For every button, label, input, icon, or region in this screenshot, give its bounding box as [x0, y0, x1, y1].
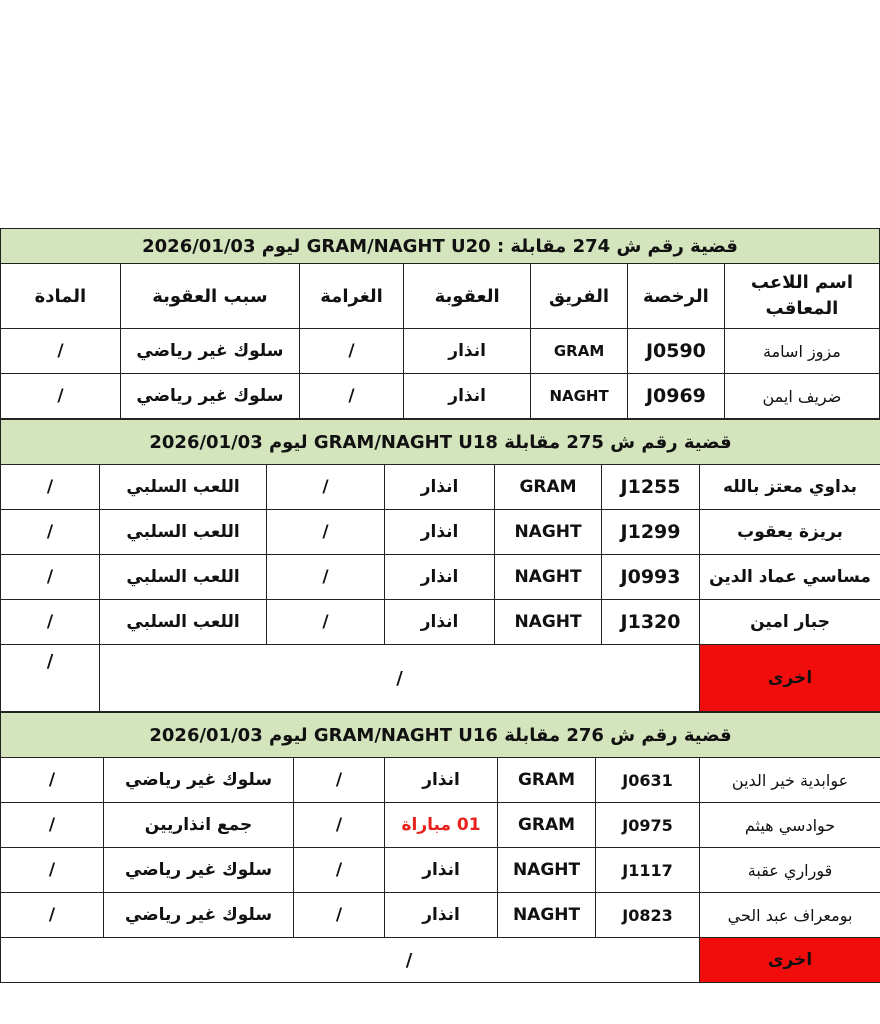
reason: سلوك غير رياضي [104, 848, 294, 893]
article: / [1, 329, 121, 374]
fine: / [299, 374, 403, 419]
fine: / [294, 803, 385, 848]
team: NAGHT [531, 374, 628, 419]
article: / [1, 848, 104, 893]
case-title-row [1, 713, 880, 758]
reason: سلوك غير رياضي [104, 758, 294, 803]
penalty: انذار [385, 465, 495, 510]
team: NAGHT [498, 848, 596, 893]
license: J0590 [628, 329, 725, 374]
reason: سلوك غير رياضي [120, 329, 299, 374]
header-article: المادة [1, 264, 121, 329]
other-label: اخرى [700, 645, 880, 712]
reason: اللعب السلبي [100, 465, 267, 510]
header-player: اسم اللاعب المعاقب [724, 264, 879, 329]
article: / [1, 510, 100, 555]
article: / [1, 555, 100, 600]
penalty: انذار [385, 848, 498, 893]
header-reason: سبب العقوبة [120, 264, 299, 329]
case-title: قضية رقم ش 274 مقابلة : GRAM/NAGHT U20 ليوم 2026/01/03 [1, 229, 880, 264]
penalty: انذار [404, 329, 531, 374]
reason: اللعب السلبي [100, 555, 267, 600]
player-name: بريزة يعقوب [700, 510, 880, 555]
fine: / [267, 510, 385, 555]
player-name: بومعراف عبد الحي [700, 893, 880, 938]
penalty: انذار [385, 893, 498, 938]
license: J1299 [602, 510, 700, 555]
table-row [1, 510, 880, 555]
team: GRAM [531, 329, 628, 374]
other-value: / [1, 938, 700, 983]
other-row [1, 938, 880, 983]
article: / [1, 803, 104, 848]
penalty: انذار [385, 510, 495, 555]
table-row [1, 555, 880, 600]
license: J1117 [596, 848, 700, 893]
article: / [1, 465, 100, 510]
other-row [1, 645, 880, 712]
fine: / [294, 848, 385, 893]
table-row [1, 848, 880, 893]
player-name: مساسي عماد الدين [700, 555, 880, 600]
case-title: قضية رقم ش 275 مقابلة GRAM/NAGHT U18 ليوم 2026/01/03 [1, 420, 880, 465]
license: J1255 [602, 465, 700, 510]
sanctions-sheet [0, 228, 880, 983]
article: / [1, 374, 121, 419]
penalty: انذار [385, 758, 498, 803]
table-row [1, 329, 880, 374]
header-license: الرخصة [628, 264, 725, 329]
header-team: الفريق [531, 264, 628, 329]
penalty: انذار [404, 374, 531, 419]
case-title: قضية رقم ش 276 مقابلة GRAM/NAGHT U16 ليوم 2026/01/03 [1, 713, 880, 758]
header-penalty: العقوبة [404, 264, 531, 329]
team: GRAM [498, 758, 596, 803]
reason: اللعب السلبي [100, 600, 267, 645]
fine: / [294, 758, 385, 803]
article: / [1, 758, 104, 803]
license: J0631 [596, 758, 700, 803]
fine: / [267, 555, 385, 600]
team: NAGHT [495, 510, 602, 555]
team: NAGHT [495, 600, 602, 645]
team: GRAM [495, 465, 602, 510]
header-fine: الغرامة [299, 264, 403, 329]
table-row [1, 758, 880, 803]
player-name: مزوز اسامة [724, 329, 879, 374]
header-row [1, 264, 880, 329]
case-276-table [0, 712, 880, 983]
team: NAGHT [495, 555, 602, 600]
player-name: عوابدية خير الدين [700, 758, 880, 803]
reason: سلوك غير رياضي [120, 374, 299, 419]
team: NAGHT [498, 893, 596, 938]
license: J0975 [596, 803, 700, 848]
other-label: اخرى [700, 938, 880, 983]
license: J0969 [628, 374, 725, 419]
reason: جمع انذاريين [104, 803, 294, 848]
fine: / [294, 893, 385, 938]
penalty: انذار [385, 600, 495, 645]
license: J0823 [596, 893, 700, 938]
table-row [1, 465, 880, 510]
case-274-table [0, 228, 880, 419]
article: / [1, 600, 100, 645]
reason: اللعب السلبي [100, 510, 267, 555]
table-row [1, 600, 880, 645]
reason: سلوك غير رياضي [104, 893, 294, 938]
case-275-table [0, 419, 880, 712]
table-row [1, 803, 880, 848]
penalty: 01 مباراة [385, 803, 498, 848]
player-name: ضريف ايمن [724, 374, 879, 419]
player-name: جبار امين [700, 600, 880, 645]
case-title-row [1, 420, 880, 465]
table-row [1, 893, 880, 938]
other-value: / [100, 645, 700, 712]
license: J0993 [602, 555, 700, 600]
player-name: بداوي معتز بالله [700, 465, 880, 510]
license: J1320 [602, 600, 700, 645]
fine: / [267, 600, 385, 645]
player-name: قوراري عقبة [700, 848, 880, 893]
case-title-row [1, 229, 880, 264]
table-row [1, 374, 880, 419]
penalty: انذار [385, 555, 495, 600]
player-name: حوادسي هيثم [700, 803, 880, 848]
fine: / [299, 329, 403, 374]
team: GRAM [498, 803, 596, 848]
article: / [1, 893, 104, 938]
fine: / [267, 465, 385, 510]
other-article: / [1, 645, 100, 712]
